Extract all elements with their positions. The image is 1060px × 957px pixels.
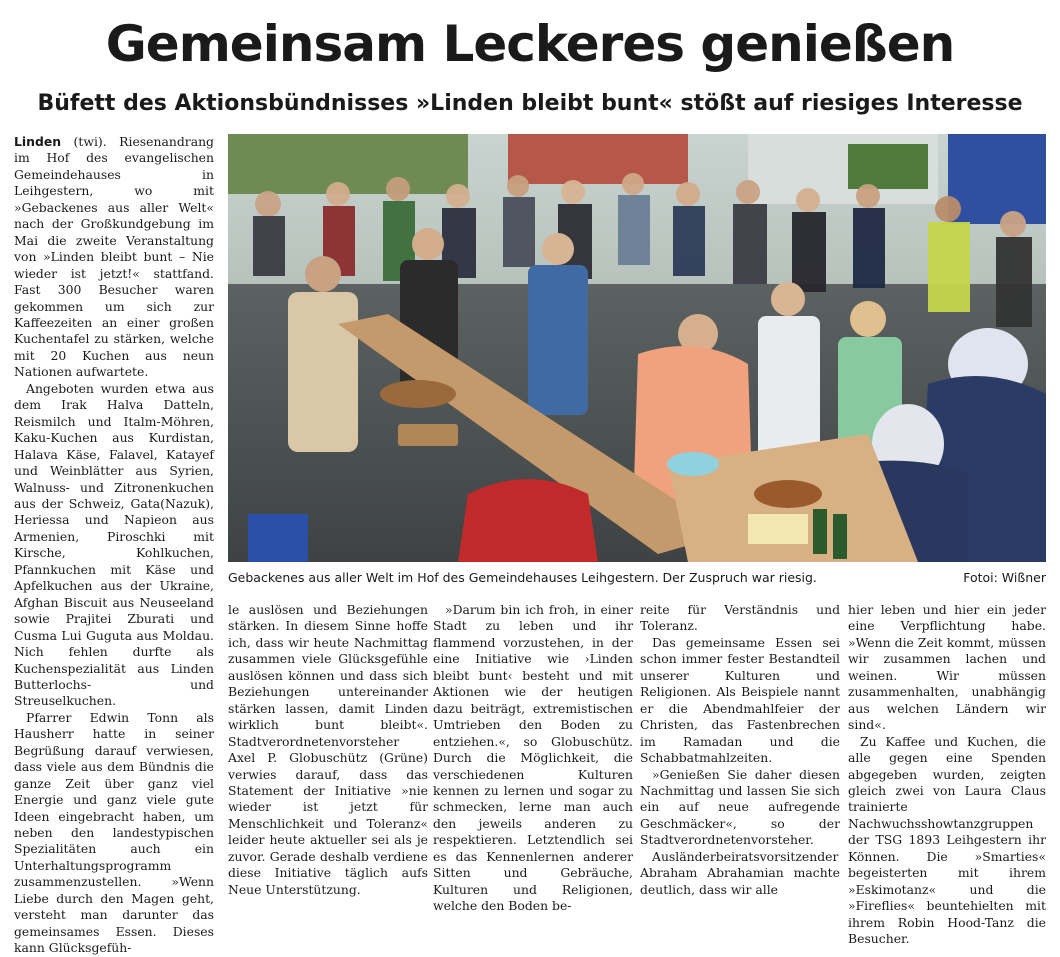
paragraph: Angeboten wurden etwa aus dem Irak Halva Datteln, Reismilch und Italm-Möhren, Kaku-Kuchen aus Kurdistan, Halava Käse, Falavel, Katayef und Weinblätter aus Syrien, Walnuss- und Zitronenkuchen aus der Schweiz, Gata(Nazuk), Heriessa und Napieon aus Armenien, Piroschki mit Kirsche, Kohlkuchen, Pfannkuchen mit Käse und Apfelkuchen aus der Ukraine, Afghan Biscuit aus Neuseeland sowie Prajitei Zburati und Cusma Lui Guguta aus Moldau. Nich fehlen durfte als Kuchenspezialität aus Linden Butterlochs- und Streuselkuchen. bbox=[14, 380, 214, 709]
photo-caption: Gebackenes aus aller Welt im Hof des Gemeindehauses Leihgestern. Der Zuspruch war riesig. bbox=[228, 570, 817, 585]
paragraph: »Genießen Sie daher diesen Nachmittag und lassen Sie sich ein auf neue aufregende Geschmäcker«, so der Stadtverordnetenvorsteher. bbox=[640, 766, 840, 848]
article-column-2 bbox=[228, 602, 428, 898]
headline: Gemeinsam Leckeres genießen bbox=[105, 15, 955, 73]
article-column-3 bbox=[433, 602, 633, 915]
paragraph: Zu Kaffee und Kuchen, die alle gegen eine Spenden abgegeben wurden, zeigten gleich zwei von Laura Claus trainierte Nachwuchsshowtanzgruppen der TSG 1893 Leihgestern ihr Können. Die »Smarties« begeisterten mit ihrem »Eskimotanz« und die »Fireflies« beuntehielten mit ihrem Robin Hood-Tanz die Besucher. bbox=[848, 733, 1046, 947]
dateline: Linden bbox=[14, 134, 62, 149]
paragraph: Pfarrer Edwin Tonn als Hausherr hatte in seiner Begrüßung darauf verwiesen, dass viele aus dem Bündnis die ganze Zeit über ganz viel Energie und ganz viele gute Ideen eingebracht haben, um neben den landestypischen Spezialitäten auch ein Unterhaltungsprogramm zusammenzustellen. »Wenn Liebe durch den Magen geht, versteht man darunter das gemeinsames Essen. Dieses kann Glücksgefüh- bbox=[14, 709, 214, 956]
paragraph bbox=[14, 134, 214, 381]
subheadline: Büfett des Aktionsbündnisses »Linden bleibt bunt« stößt auf riesiges Interesse bbox=[37, 91, 1023, 116]
paragraph: Ausländerbeiratsvorsitzender Abraham Abrahamian machte deutlich, dass wir alle bbox=[640, 848, 840, 897]
event-photo bbox=[228, 134, 1046, 562]
paragraph: reite für Verständnis und Toleranz. bbox=[640, 602, 840, 634]
paragraph: »Darum bin ich froh, in einer Stadt zu leben und ihr flammend vorzustehen, in der eine Initiative wie ›Linden bleibt bunt‹ besteht und mit Aktionen wie der heutigen dazu beiträgt, extremistischen Umtrieben den Boden zu entziehen.«, so Globuschütz. Durch die Möglichkeit, die verschiedenen Kulturen kennen zu lernen und sogar zu schmecken, lerne man auch den jeweils anderen zu respektieren. Letztendlich sei es das Kennenlernen anderer Sitten und Gebräuche, Kulturen und Religionen, welche den Boden be- bbox=[433, 602, 633, 914]
paragraph: le auslösen und Beziehungen stärken. In diesem Sinne hoffe ich, dass wir heute Nachmittag zusammen viele Glücksgefühle auslösen können und dass sich Beziehungen untereinander stärken lassen, damit Linden wirklich bunt bleibt«. Stadtverordnetenvorsteher Axel P. Globuschütz (Grüne) verwies darauf, dass das Statement der Initiative »nie wieder ist jetzt für Menschlichkeit und Toleranz« leider heute aktueller sei als je zuvor. Gerade deshalb verdiene diese Initiative täglich aufs Neue Unterstützung. bbox=[228, 602, 428, 897]
article-column-5 bbox=[848, 602, 1046, 948]
paragraph: hier leben und hier ein jeder eine Verpflichtung habe. »Wenn die Zeit kommt, müssen wir zusammen lachen und weinen. Wir müssen zusammenhalten, unabhängig aus welchen Ländern wir sind«. bbox=[848, 602, 1046, 733]
paragraph: Das gemeinsame Essen sei schon immer fester Bestandteil unserer Kulturen und Religionen. Als Beispiele nannt er die Abendmahlfeier der Christen, das Fastenbrechen im Ramadan und die Schabbatmahlzeiten. bbox=[640, 634, 840, 766]
photo-credit: Fotoi: Wißner bbox=[963, 570, 1046, 585]
article-column-4 bbox=[640, 602, 840, 898]
photo-illustration bbox=[228, 134, 1046, 562]
article-column-1 bbox=[14, 134, 214, 957]
paragraph-text: (twi). Riesenandrang im Hof des evangelischen Gemeindehauses in Leihgestern, wo mit »Gebackenes aus aller Welt« nach der Großkundgebung im Mai die zweite Veranstaltung von »Linden bleibt bunt – Nie wieder ist jetzt!« stattfand. Fast 300 Besucher waren gekommen um sich zur Kaffeezeiten an einer großen Kuchentafel zu stärken, welche mit 20 Kuchen aus neun Nationen aufwartete. bbox=[14, 134, 214, 380]
